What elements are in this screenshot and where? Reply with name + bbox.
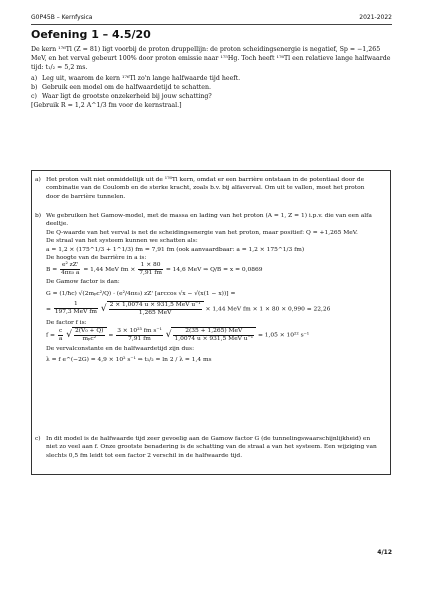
eq-text: B = [46,267,58,274]
eq-text: f = [46,332,55,339]
question-list [31,74,393,102]
eq-fraction [74,328,104,343]
answer-line: De factor f is: [46,319,87,326]
solution-box [31,170,391,475]
question-label: c) [31,93,37,101]
eq-fraction [58,328,64,343]
question-label: b) [31,83,38,91]
answer-line: De straal van het systeem kunnen we schatten als: [46,238,198,245]
sqrt-icon: √ [100,303,107,314]
year-label: 2021-2022 [359,14,392,21]
eq-text: = 1,05 × 10²² s⁻¹ [257,332,310,339]
eq-num: 1 [54,301,98,309]
answer-label: a) [35,177,41,183]
course-label: G0P45B – Kernfysica [31,14,93,21]
eq-den: 4πε₀ a [61,270,80,277]
answer-line: De Q-waarde van het verval is net de scheidingsenergie van het proton, maar positief: Q = +1,265 MeV. [46,229,358,236]
eq-num: e² zZ' [61,262,79,269]
answer-line: a = 1,2 × (175^1/3 + 1^1/3) fm = 7,91 fm (ook aanvaardbaar: a = 1,2 × 175^1/3 fm) [46,246,305,253]
eq-fraction [138,262,163,277]
equation-gamow-value [46,301,378,319]
answer-line: De hoogte van de barrière in a is: [46,255,147,262]
equation-gamow: G = (1/ħc) √(2mₚc²/Q) · (e²/4πε₀) zZ' [arccos √x − √(x(1 − x))] = [46,290,236,297]
exercise-title: Oefening 1 – 4.5/20 [31,28,151,41]
answer-label: b) [35,213,42,219]
question-text: Leg uit, waarom de kern ¹⁷⁶Tl zo'n lange halfwaarde tijd heeft. [42,74,241,82]
exercise-statement [31,45,393,110]
answer-line: De Gamow factor is dan: [46,279,120,286]
eq-fraction [60,262,80,277]
question-item [31,92,393,101]
eq-den: 7,91 fm [139,270,162,277]
sqrt-icon: √ [66,330,73,341]
eq-den: 7,91 fm [128,335,151,342]
equation-decay: λ = f e^(−2G) = 4,9 × 10² s⁻¹ ⇒ t₁/₂ = ln 2 / λ = 1,4 ms [46,356,212,363]
question-item [31,83,393,92]
eq-den: 197,3 MeV fm [54,309,97,316]
eq-num: 3 × 10²³ fm s⁻¹ [117,327,162,334]
equation-factor-f [46,327,378,345]
answer-line: We gebruiken het Gamow-model, met de massa en lading van het proton (A = 1, Z = 1) i.p.v. die van een alfa deeltje. [46,213,372,228]
question-text: Gebruik een model om de halfwaardetijd te schatten. [42,83,212,91]
eq-num: 2(V₀ + Q) [75,328,104,335]
header-rule [31,24,392,25]
eq-num: 2 × 1,0074 u × 931,5 MeV u⁻¹ [109,301,201,308]
hint-text: [Gebruik R = 1,2 A^1/3 fm voor de kernstraal.] [31,102,182,110]
question-label: a) [31,74,38,82]
eq-root [171,327,256,343]
equation-barrier [46,262,378,278]
eq-root [72,327,106,343]
eq-num: 1 × 80 [138,262,163,270]
answer-text: Het proton valt niet onmiddellijk uit de ¹⁷⁶Tl kern, omdat er een barrière ontstaan in de potentiaal door de combinatie van de Coulomb en de sterke kracht, zoals b.v. bij alfaverval. Om uit te vallen, moet het proton door de barrière tunnelen. [46,177,365,200]
question-item [31,74,393,83]
answer-label: c) [35,436,41,442]
eq-fraction [109,302,202,317]
eq-den: a [58,335,63,342]
answer-c [35,435,378,460]
answer-a [35,176,378,201]
eq-root [107,301,204,317]
eq-fraction [173,328,254,343]
eq-num: 2(35 + 1,265) MeV [173,328,254,336]
eq-den: 1,0074 u × 931,5 MeV u⁻¹ [174,336,254,343]
eq-text: = 1,44 MeV fm × [83,267,136,274]
eq-den: mₚc² [82,336,97,343]
answer-b [35,212,378,366]
eq-fraction [116,328,163,343]
statement-text: De kern ¹⁷⁶Tl (Z = 81) ligt voorbij de proton druppellijn: de proton scheidingsenergie is negatief, Sp = −1,265 MeV, en het verval gebeurt 100% door proton emissie naar ¹⁷⁵Hg. Toch heeft ¹⁷⁶Tl een relatieve lange halfwaarde tijd: t₁/₂ ≈ 5,2 ms. [31,46,391,72]
eq-fraction [54,301,98,316]
page-header [31,14,392,24]
answer-line: De vervalconstante en de halfwaardetijd zijn dus: [46,346,195,353]
sqrt-icon: √ [165,330,172,341]
page-number: 4/12 [377,549,392,556]
question-text: Waar ligt de grootste onzekerheid bij jouw schatting? [42,93,212,101]
eq-text: = [46,306,51,313]
eq-den: 1,265 MeV [138,309,172,316]
eq-num: c [58,327,63,334]
answer-text: In dit model is de halfwaarde tijd zeer gevoelig aan de Gamow factor G (de tunnelingswaarschijnlijkheid) en niet zo veel aan f. Onze grootste benadering is de schatting van de straal a van het systeem. Een wijziging van slechts 0,5 fm leidt tot een factor 2 verschil in de halfwaarde tijd. [46,436,377,459]
eq-text: = 14,6 MeV ⇒ Q/B = x = 0,0869 [165,267,263,274]
eq-text: × 1,44 MeV fm × 1 × 80 × 0,990 = 22,26 [205,306,331,313]
eq-text: = [108,332,114,339]
